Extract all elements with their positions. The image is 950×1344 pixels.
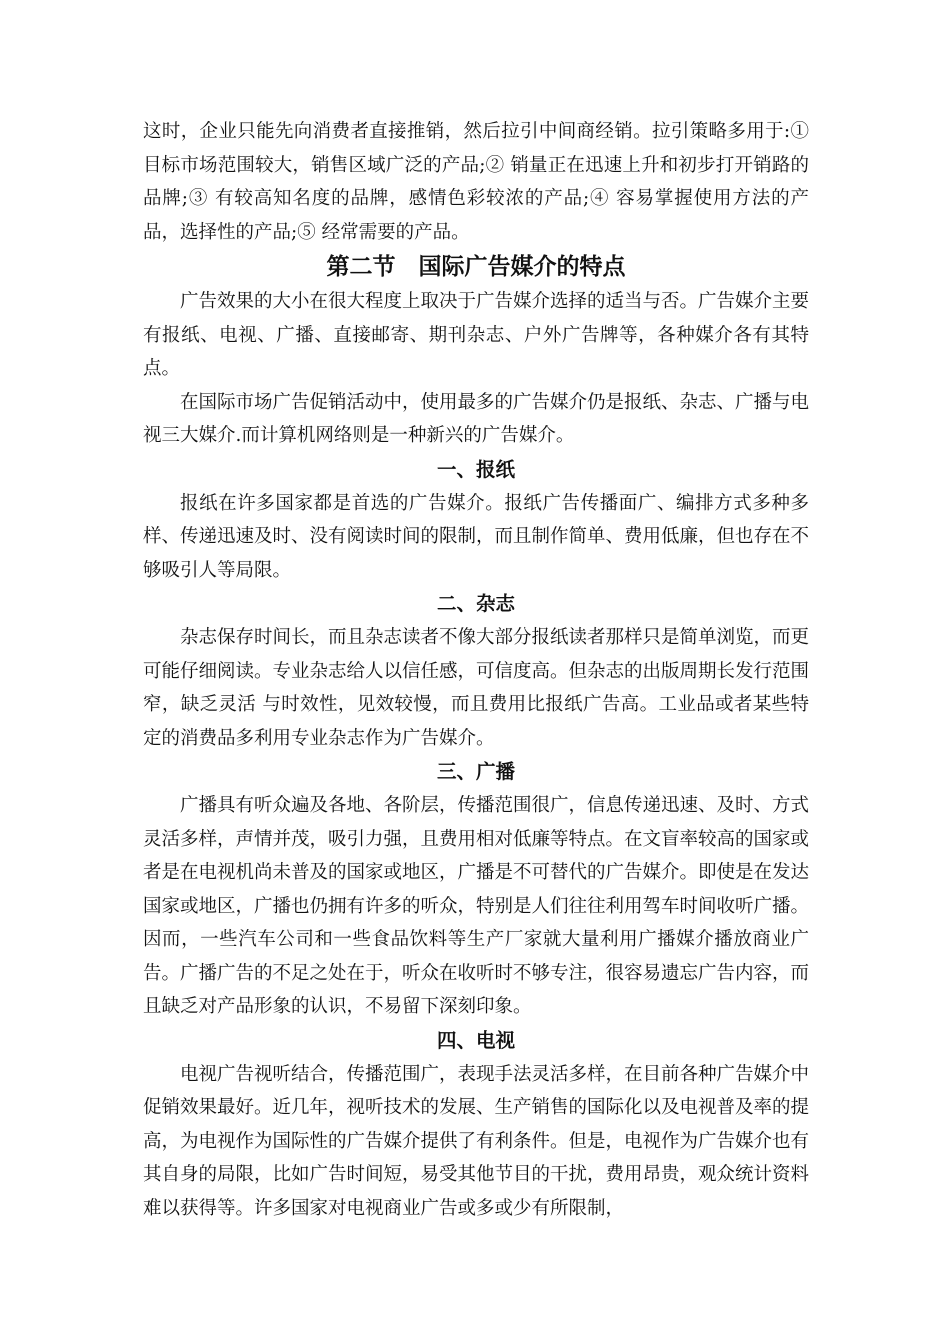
subsection-title-television: 四、电视 bbox=[436, 1028, 515, 1052]
subsection-title-magazine: 二、杂志 bbox=[436, 592, 515, 615]
section-title: 第二节 国际广告媒介的特点 bbox=[326, 254, 626, 280]
section-paragraph-1: 广告效果的大小在很大程度上取决于广告媒介选择的适当与否。广告媒介主要有报纸、电视、广播、直接邮寄、期刊杂志、户外广告牌等，各种媒介各有其特点。 bbox=[143, 291, 810, 379]
subsection-paragraph-radio: 广播具有听众遍及各地、各阶层，传播范围很广，信息传递迅速、及时、方式灵活多样，声情并茂，吸引力强，且费用相对低廉等特点。在文盲率较高的国家或者是在电视机尚未普及的国家或地区，广播是不可替代的广告媒介。即使是在发达国家或地区，广播也仍拥有许多的听众，特别是人们往往利用驾车时间收听广播。因而，一些汽车公司和一些食品饮料等生产厂家就大量利用广播媒介播放商业广告。广播广告的不足之处在于，听众在收听时不够专注，很容易遗忘广告内容，而且缺乏对产品形象的认识，不易留下深刻印象。 bbox=[143, 795, 810, 1017]
section-paragraph-2: 在国际市场广告促销活动中，使用最多的广告媒介仍是报纸、杂志、广播与电视三大媒介.而计算机网络则是一种新兴的广告媒介。 bbox=[143, 391, 810, 446]
subsection-paragraph-newspaper: 报纸在许多国家都是首选的广告媒介。报纸广告传播面广、编排方式多种多样、传递迅速及时、没有阅读时间的限制，而且制作简单、费用低廉，但也存在不够吸引人等局限。 bbox=[143, 492, 810, 581]
subsection-paragraph-magazine: 杂志保存时间长，而且杂志读者不像大部分报纸读者那样只是简单浏览，而更可能仔细阅读。专业杂志给人以信任感，可信度高。但杂志的出版周期长发行范围窄，缺乏灵活 与时效性，见效较慢，而且费用比报纸广告高。工业品或者某些特定的消费品多利用专业杂志作为广告媒介。 bbox=[143, 627, 810, 749]
subsection-title-radio: 三、广播 bbox=[436, 760, 515, 783]
subsection-title-newspaper: 一、报纸 bbox=[436, 457, 515, 481]
document-page bbox=[143, 115, 809, 1225]
subsection-paragraph-television: 电视广告视听结合，传播范围广，表现手法灵活多样，在目前各种广告媒介中促销效果最好。近几年，视听技术的发展、生产销售的国际化以及电视普及率的提高，为电视作为国际性的广告媒介提供了有利条件。但是，电视作为广告媒介也有其自身的局限，比如广告时间短，易受其他节目的干扰，费用昂贵，观众统计资料难以获得等。许多国家对电视商业广告或多或少有所限制， bbox=[143, 1063, 810, 1219]
intro-paragraph: 这时，企业只能先向消费者直接推销，然后拉引中间商经销。拉引策略多用于:① 目标市场范围较大，销售区域广泛的产品;② 销量正在迅速上升和初步打开销路的品牌;③ 有较高知名度的品牌，感情色彩较浓的产品;④ 容易掌握使用方法的产品，选择性的产品;⑤ 经常需要的产品。 bbox=[143, 121, 809, 243]
